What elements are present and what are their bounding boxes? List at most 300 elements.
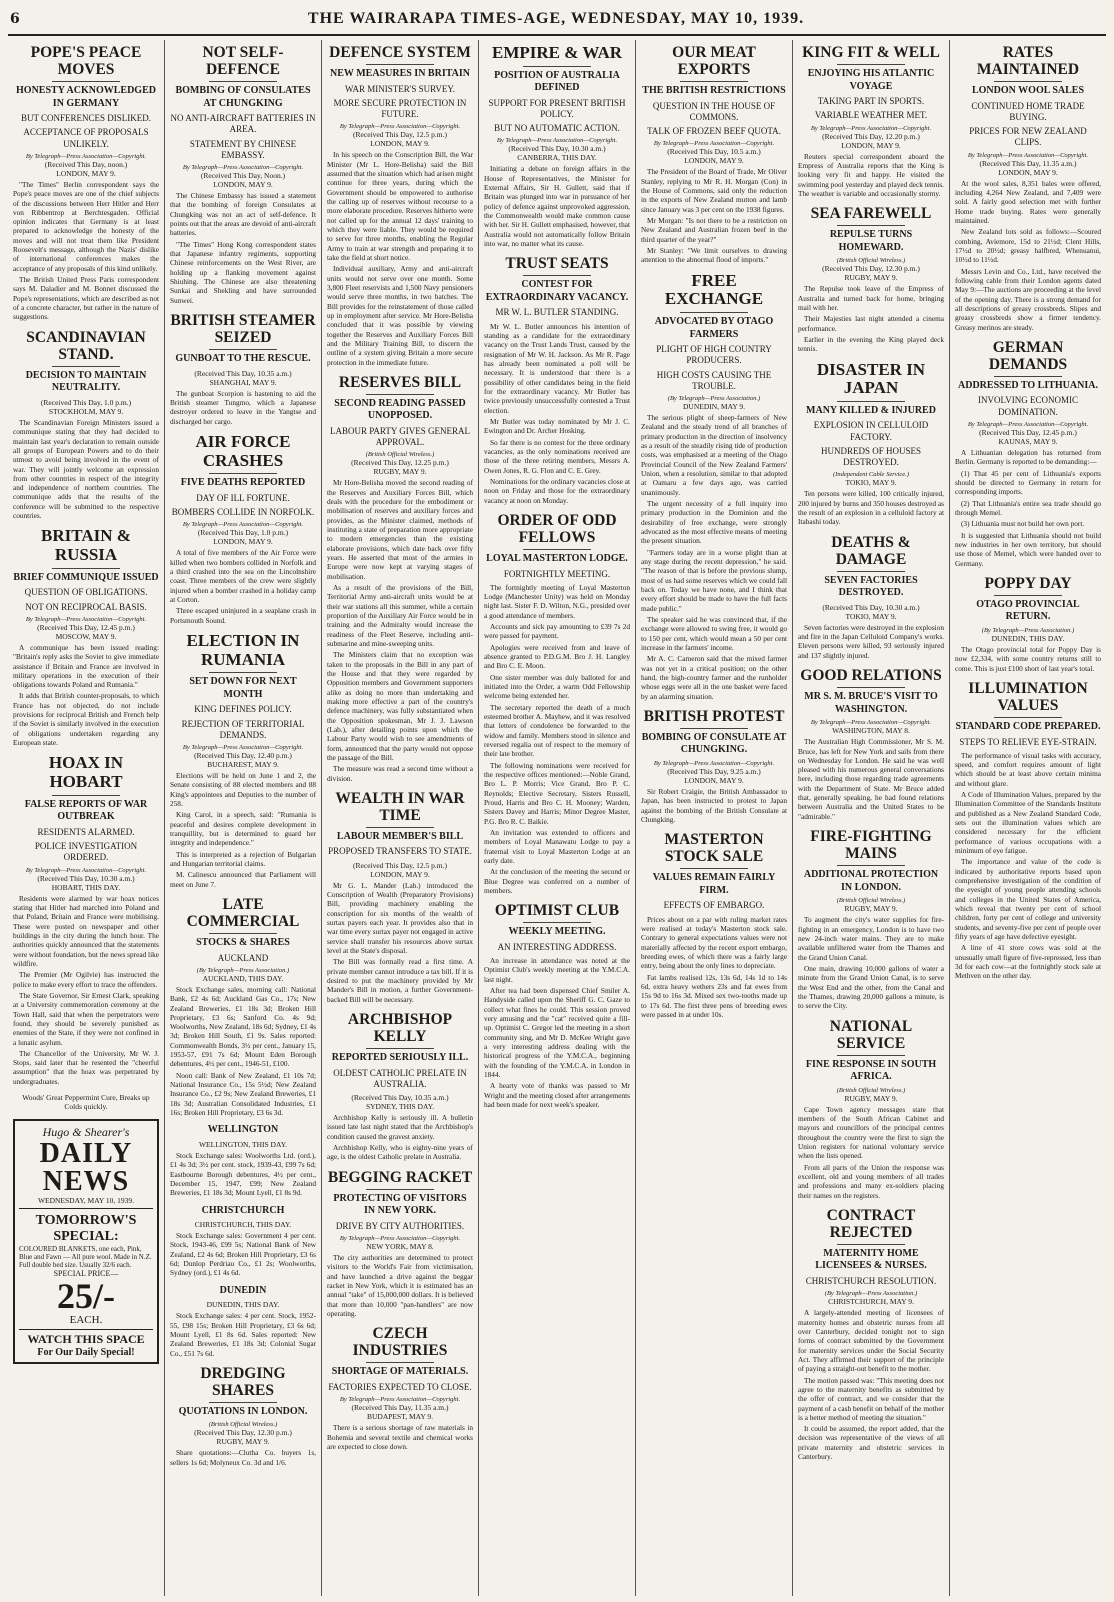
subheadline: EFFECTS OF EMBARGO. — [663, 900, 765, 911]
subheadline: SEVEN FACTORIES DESTROYED. — [824, 574, 918, 599]
headline: BRITISH STEAMER SEIZED — [170, 312, 316, 347]
subheadline: EXPLOSION IN CELLULOID FACTORY. — [813, 420, 929, 442]
paragraph: The fortnightly meeting of Loyal Masterton Lodge (Manchester Unity) was held on Monday night last. Sister F. D. Wilton, N.G., presided over a good attendance of members. — [484, 582, 630, 620]
article-body — [798, 623, 944, 660]
paragraph: King Carol, in a speech, said: "Rumania is peaceful and desires complete development in tranquillity, but is determined to guard her integrity and independence." — [170, 810, 316, 848]
wire-credit: By Telegraph—Press Association—Copyright. — [810, 719, 932, 727]
headline: DISASTER IN JAPAN — [816, 359, 926, 398]
headline: GOOD RELATIONS — [800, 667, 942, 685]
dateline: MOSCOW, MAY 9. — [55, 631, 117, 641]
paragraph: A total of five members of the Air Force were killed when two bombers collided in Norfolk and a third crashed into the sea on the Lincolnshire coast. Three members of the crew were slightly injured when a bomber crashed in a holiday camp at Corton. — [170, 548, 316, 604]
paragraph: At the wool sales, 8,351 bales were offered, including 4,264 New Zealand, and 7,409 were sold. A fairly good selection met with further Home trade buying. Rates were generally maintained. — [955, 178, 1101, 225]
paragraph: The President of the Board of Trade, Mr Oliver Stanley, replying to Mr R. H. Morgan (Con) in the House of Commons, said only the reduction in the exports of New Zealand mutton and lamb since January was 3 per cent on the 1938 figures. — [641, 167, 787, 214]
paragraph: Mr Butler was today nominated by Mr J. C. Ewington and Dr. Archer Hosking. — [484, 416, 630, 436]
article — [955, 575, 1101, 673]
dateline: LONDON, MAY 9. — [370, 869, 430, 879]
article-body — [327, 1423, 473, 1451]
headline-rule — [52, 366, 119, 367]
article — [484, 902, 630, 1109]
paragraph: The Australian High Commissioner, Mr S. M. Bruce, has left for New York and sails from there on Wednesday for London. He said he was well pleased with his numerous general conversations here, including those regarding trade agreements with the Department of State. Mr Bruce added that, generally speaking, he had found relations between Australia and the United States to be "admirable." — [798, 737, 944, 821]
dateline: CHRISTCHURCH, THIS DAY. — [194, 1220, 292, 1230]
article — [170, 1365, 316, 1467]
headline-rule — [209, 933, 276, 934]
paragraph: The Repulse took leave of the Empress of Australia and turned back for home, bringing mail with her. — [798, 284, 944, 312]
article — [13, 754, 159, 1086]
paragraph: Noon call: Bank of New Zealand, £1 10s 7d; National Insurance Co., 15s 5½d; New Zealand Insurance Co., £2 9s; New Zealand Breweries, £1 18s 3d; Australian Consolidated Industries, £1 16s; Broken Hill Proprietary, £3 6s 3d. — [170, 1070, 316, 1118]
received-time: (Received This Day, 12.30 p.m.) — [194, 1428, 292, 1438]
paragraph: As a result of the provisions of the Bill, Territorial Army anti-aircraft units would be at their war stations all this summer, while a certain proportion of the Auxiliary Air Force would be in training and the Admiralty would increase the readiness of the Fleet Reserve, including anti-submarine and mine-sweeping units. — [327, 583, 473, 648]
subheadline: WAR MINISTER'S SURVEY. — [345, 83, 455, 94]
subheadline: OLDEST CATHOLIC PRELATE IN AUSTRALIA. — [333, 1067, 467, 1089]
paragraph: Archbishop Kelly is seriously ill. A bulletin issued late last night stated that the Archbishop's condition caused the gravest anxiety. — [327, 1113, 473, 1141]
subheadline: VALUES REMAIN FAIRLY FIRM. — [652, 872, 776, 896]
paragraph: Stock Exchange sales: Woolworths Ltd. (ord.), £1 4s 3d; 3½ per cent. stock, 1939-43, £99 7s 6d; Eastbourne Borough debentures, 4½ per cent., December 15, 1947, £99; New Zealand Breweries, £1 18s 3d; Mount Lyell, £1 8s 9d. — [170, 1150, 316, 1198]
paragraph: The speaker said he was convinced that, if the exchange were allowed to swing free, it would go to 150 per cent, which would mean a 50 per cent increase in the farmers' income. — [641, 614, 787, 652]
headline-rule — [523, 275, 590, 276]
subheadline: NEW MEASURES IN BRITAIN — [330, 68, 470, 80]
paragraph: Mr A. C. Cameron said that the mixed farmer was not yet in a critical position; on the other hand, the high-country farmer and the runholder whose eggs were all in the one basket were faced by an alarming situation. — [641, 654, 787, 701]
wire-credit: (British Official Wireless.) — [836, 897, 906, 905]
received-time: (Received This Day, 10.30 a.m.) — [37, 873, 135, 883]
paragraph: Stock Exchange sales: 4 per cent. Stock, 1952-55, £98 15s; Broken Hill Proprietary, £3 6s 6d; Mount Lyell, £1 8s 6d. Sales reported: New Zealand Breweries, £1 18s 3d; Colonial Sugar Co., £51 7s 6d. — [170, 1311, 316, 1358]
dateline: RUGBY, MAY 9. — [844, 904, 898, 914]
received-time: (Received This Day, 12.45 p.m.) — [979, 427, 1077, 437]
wire-credit: By Telegraph—Press Association—Copyright. — [339, 1235, 461, 1243]
subheadline: OTAGO PROVINCIAL RETURN. — [976, 598, 1080, 623]
paragraph: Fat lambs realised 12s, 13s 6d, 14s 1d to 14s 6d, extra heavy wethers 23s and fat ewes from 15s 9d to 16s 3d. Mixed sex two-tooths made up to 17s 6d. The first three pens of breeding ewes were passed in at under 10s. — [641, 972, 787, 1019]
wire-credit: (By Telegraph—Press Association.) — [196, 966, 290, 974]
ad-heading: TOMORROW'S SPECIAL: — [35, 1213, 137, 1245]
dateline: CANBERRA, THIS DAY. — [517, 153, 597, 163]
article — [955, 44, 1101, 332]
article — [327, 1169, 473, 1319]
article-body — [13, 418, 159, 521]
article — [798, 361, 944, 527]
article — [170, 1285, 316, 1358]
subheadline: FIVE DEATHS REPORTED — [180, 477, 306, 489]
article — [13, 44, 159, 322]
headline-rule — [837, 225, 904, 226]
subheadline: SET DOWN FOR NEXT MONTH — [189, 676, 297, 700]
headline: WEALTH IN WAR TIME — [335, 789, 465, 824]
paragraph: So far there is no contest for the three ordinary vacancies, as the only nominations received are those of the three retiring members, Messrs A. Owen Jones, R. G. Flon and C. E. Grey. — [484, 437, 630, 475]
headline: EMPIRE & WAR — [491, 43, 623, 62]
subheadline: MANY KILLED & INJURED — [806, 404, 936, 416]
headline-rule — [837, 571, 904, 572]
received-time: (Received This Day, 10.5 a.m.) — [667, 147, 761, 157]
article — [170, 896, 316, 1117]
dateline: DUNEDIN, MAY 9. — [683, 402, 745, 411]
paragraph: The Chinese Embassy has issued a statement that the bombing of foreign Consulates at Chungking was not an act of self-defence. It points out that the areas are devoid of anti-aircraft batteries. — [170, 191, 316, 238]
paragraph: Elections will be held on June 1 and 2, the Senate consisting of 88 elected members and 88 King's appointees and Deputies to the number of 258. — [170, 771, 316, 809]
received-time: (Received This Day, 10.30 a.m.) — [508, 144, 606, 154]
subheadline: KING DEFINES POLICY. — [194, 704, 292, 715]
subheadline: QUOTATIONS IN LONDON. — [178, 1405, 308, 1417]
headline: GERMAN DEMANDS — [988, 338, 1068, 373]
received-time: (Received This Day, 11.35 a.m.) — [351, 1403, 449, 1413]
article — [484, 512, 630, 895]
dateline: LONDON, MAY 9. — [213, 180, 273, 190]
column-6 — [793, 40, 950, 1596]
paragraph: The Bill was formally read a first time. A private member cannot introduce a tax bill. If it is desired to put the machinery provided by Mr Mander's Bill in motion, a further Government-backed Bill will be necessary. — [327, 957, 473, 1004]
received-time: (Received This Day, 12.20 p.m.) — [822, 131, 920, 141]
article-body — [955, 448, 1101, 568]
headline: BEGGING RACKET — [327, 1168, 473, 1186]
dateline: CHRISTCHURCH, MAY 9. — [828, 1297, 914, 1307]
paragraph: The measure was read a second time without a division. — [327, 764, 473, 783]
article-body — [484, 164, 630, 248]
advertisement-note: Woods' Great Peppermint Cure, Breaks up Colds quickly. — [22, 1093, 150, 1112]
subheadline: ACCEPTANCE OF PROPOSALS UNLIKELY. — [23, 127, 149, 149]
headline-rule — [523, 922, 590, 923]
paragraph: It is suggested that Lithuania should not build new industries in her own territory, but should use those of Memel, which were handed over to Germany. — [955, 530, 1101, 568]
headline: OPTIMIST CLUB — [494, 902, 620, 920]
ad-text: COLOURED BLANKETS, one each, Pink, Blue and Fawn — All pure wool. Made in N.Z. Full double bed size. Usually 32/6 each. — [19, 1245, 152, 1270]
subheadline: ADVOCATED BY OTAGO FARMERS — [654, 316, 774, 340]
article-body — [170, 1448, 316, 1467]
dateline: LONDON, MAY 9. — [370, 139, 430, 149]
ad-daily: For Our Daily Special! — [37, 1347, 135, 1359]
article — [327, 1325, 473, 1451]
wire-credit: (By Telegraph—Press Association.) — [981, 626, 1075, 634]
wire-credit: (British Official Wireless.) — [836, 1086, 906, 1094]
headline-rule — [837, 64, 904, 65]
article-body — [641, 413, 787, 701]
headline-rule — [837, 1055, 904, 1056]
paragraph: The Otago provincial total for Poppy Day is now £2,334, with some country returns still to come. This is just £100 short of last year's total. — [955, 644, 1101, 673]
article — [641, 272, 787, 701]
subheadline: RESIDENTS ALARMED. — [37, 826, 135, 837]
article-body — [484, 583, 630, 896]
headline: DEATHS & DAMAGE — [831, 533, 911, 568]
article-body — [955, 179, 1101, 332]
subheadline: PROPOSED TRANSFERS TO STATE. — [328, 846, 472, 857]
article-body — [13, 643, 159, 748]
dateline: RUGBY, MAY 9. — [373, 467, 427, 477]
headline: BRITISH PROTEST — [643, 707, 785, 725]
dateline: LONDON, MAY 9. — [213, 537, 273, 547]
headline: TRUST SEATS — [505, 255, 609, 273]
article-body — [13, 180, 159, 322]
article-body — [327, 1253, 473, 1318]
headline: OUR MEAT EXPORTS — [672, 44, 756, 79]
headline: RESERVES BILL — [338, 373, 462, 391]
paragraph: Mr Hore-Belisha moved the second reading of the Reserves and Auxiliary Forces Bill, which deals with the procedure for the embodiment or mobilisation of reserves and auxiliary forces and provides, as the Minister claimed, methods of instituting a state of preparation more appropriate to modern emergencies than the existing elaborate provisions, which date back over fifty years. He asserted that most of the armies in Europe were now kept at varying stages of mobilisation. — [327, 478, 473, 581]
paragraph: One main, drawing 10,000 gallons of water a minute from the Grand Union Canal, is to serve the West End and the other, from the Canal and the Thames, drawing 20,000 gallons a minute, is to serve the City. — [798, 963, 944, 1011]
subheadline: VARIABLE WEATHER MET. — [814, 110, 928, 121]
received-time: (Received This Day, 10.35 a.m.) — [351, 1093, 449, 1103]
subheadline: MR S. M. BRUCE'S VISIT TO WASHINGTON. — [804, 691, 938, 715]
headline-rule — [366, 64, 433, 65]
paragraph: An increase in attendance was noted at the Optimist Club's weekly meeting at the Y.M.C.A. last night. — [484, 956, 630, 984]
paragraph: Apologies were received from and leave of absence granted to P.D.G.M. Bro J. H. Langley and Bro C. E. Moon. — [484, 642, 630, 671]
article-body — [798, 1105, 944, 1200]
dateline: HOBART, THIS DAY. — [51, 882, 121, 892]
dateline: DUNEDIN, THIS DAY. — [206, 1300, 280, 1310]
article-body — [327, 1113, 473, 1162]
subheadline: PRICES FOR NEW ZEALAND CLIPS. — [969, 126, 1087, 148]
subheadline: WEEKLY MEETING. — [508, 926, 606, 938]
article-body — [170, 1231, 316, 1278]
headline: ILLUMINATION VALUES — [968, 679, 1088, 714]
subheadline: LONDON WOOL SALES — [971, 85, 1085, 97]
paragraph: The importance and value of the code is indicated by authoritative reports based upon comprehensive investigation of the condition of the eyesight of young people attending schools and colleges in the United States of America, which reveal that twenty per cent of school children, forty per cent of college and university students, and seventy-five per cent of people over fifty years of age have defective eyesight. — [955, 857, 1101, 941]
article — [170, 312, 316, 426]
column-4 — [479, 40, 636, 1596]
column-3 — [322, 40, 479, 1596]
subheadline: TALK OF FROZEN BEEF QUOTA. — [647, 126, 781, 137]
paragraph: One sister member was duly balloted for and initiated into the Order, a warm Odd Fellowship welcome being extended her. — [484, 672, 630, 701]
article — [327, 790, 473, 1004]
paragraph: It adds that British counter-proposals, to which France has not objected, do not include provisions for reciprocal British and French help if the Soviet is similarly involved in the execution of obligations undertaken regarding any European state. — [13, 691, 159, 748]
wire-credit: (By Telegraph—Press Association.) — [667, 395, 761, 402]
headline: NOT SELF-DEFENCE — [202, 44, 284, 79]
page-number: 6 — [10, 11, 20, 27]
subheadline: CONTINUED HOME TRADE BUYING. — [971, 100, 1085, 122]
headline-rule — [209, 672, 276, 673]
subheadline: DRIVE BY CITY AUTHORITIES. — [335, 1220, 465, 1231]
subheadline: STATEMENT BY CHINESE EMBASSY. — [189, 138, 297, 160]
dateline: AUCKLAND, THIS DAY. — [202, 973, 284, 983]
subheadline: BUT NO AUTOMATIC ACTION. — [494, 123, 620, 134]
article-body — [798, 915, 944, 1010]
paragraph: Reuters special correspondent aboard the Empress of Australia reports that the King is looking very fit and happy. He visited the swimming pool yesterday and played deck tennis. The weather is variable and occasionally stormy. — [798, 151, 944, 198]
paragraph: Residents were alarmed by war hoax notices stating that Hitler had marched into Poland and that Poland, Britain and France were mobilising. These were posted on newspaper and other buildings in the city during the lunch hour. The authorities quickly announced that the statements were without foundation, but the news spread like wildfire. — [13, 893, 159, 968]
article-body — [13, 894, 159, 1087]
paragraph: Initiating a debate on foreign affairs in the House of Representatives, the Minister for External Affairs, Sir H. Gullett, said that if Britain was plunged into war in pursuance of her policy of defence against unprovoked aggression, the Commonwealth would make common cause with her. Sir H. Gullett emphasised, however, that Australia would not automatically follow Britain into war, no matter what its cause. — [484, 164, 630, 249]
paragraph: There is a serious shortage of raw materials in Bohemia and several textile and chemical works are expected to close down. — [327, 1423, 473, 1451]
received-time: (Received This Day, 9.25 a.m.) — [667, 766, 761, 776]
subheadline: MATERNITY HOME LICENSEES & NURSES. — [815, 1247, 927, 1272]
paragraph: The Chancellor of the University, Mr W. J. Stops, said later that he resented the "cheerful assumption" that the hoax was perpetrated by undergraduates. — [13, 1048, 159, 1086]
article-body — [484, 322, 630, 505]
paragraph: This is interpreted as a rejection of Bulgarian and Hungarian territorial claims. — [170, 849, 316, 869]
wire-credit: By Telegraph—Press Association—Copyright. — [182, 521, 304, 529]
headline: CZECH INDUSTRIES — [352, 1325, 448, 1360]
article — [641, 708, 787, 824]
wire-credit: By Telegraph—Press Association—Copyright. — [653, 759, 775, 767]
paragraph: At the conclusion of the meeting the second or Blue Degree was conferred on a number of members. — [484, 867, 630, 895]
subheadline: SECOND READING PASSED UNOPPOSED. — [334, 397, 466, 422]
paragraph: The British United Press Paris correspondent says M. Daladier and M. Bonnet discussed the Pope's representations, which are described as not of a concrete character, but rather in the nature of suggestions. — [13, 275, 159, 322]
received-time: (Received This Day, 1.0 p.m.) — [197, 528, 289, 538]
article — [798, 1207, 944, 1462]
headline: ARCHBISHOP KELLY — [347, 1011, 453, 1046]
column-5 — [636, 40, 793, 1596]
subheadline: PROTECTING OF VISITORS IN NEW YORK. — [333, 1192, 467, 1217]
paragraph: M. Calinescu announced that Parliament will meet on June 7. — [170, 870, 316, 889]
article — [955, 680, 1101, 981]
paragraph: New Zealand lots sold as follows:—Scoured combing, Aviemore, 15d to 21½d; Clent Hills, 17½d to 20½d; greasy halfbred, Whenuanui, 10½d to 11½d. — [955, 227, 1101, 265]
article-body — [327, 478, 473, 783]
article — [955, 339, 1101, 568]
ad-special: SPECIAL PRICE— — [53, 1269, 119, 1279]
subheadline: BRIEF COMMUNIQUE ISSUED — [13, 571, 159, 583]
headline: DEFENCE SYSTEM — [329, 44, 471, 61]
subheadline: TAKING PART IN SPORTS. — [817, 96, 925, 107]
subheadline: REPORTED SERIOUSLY ILL. — [331, 1052, 469, 1064]
dateline: RUGBY, MAY 9. — [844, 273, 898, 283]
subheadline: QUESTION IN THE HOUSE OF COMMONS. — [652, 100, 776, 122]
article-body — [170, 389, 316, 426]
article — [13, 329, 159, 521]
dateline: WELLINGTON, THIS DAY. — [198, 1139, 288, 1149]
article — [170, 433, 316, 625]
ad-watch: WATCH THIS SPACE — [19, 1329, 153, 1347]
paragraph: Ten persons were killed, 100 critically injured, 200 injured by burns and 350 houses destroyed as the result of an explosion in a celluloid factory at Itabashi today. — [798, 489, 944, 527]
paragraph: To augment the city's water supplies for fire-fighting in an emergency, London is to have two new 24-inch water mains. They are to make available unfiltered water from the Thames and the Grand Union Canal. — [798, 915, 944, 962]
article — [170, 1205, 316, 1278]
dateline: TOKIO, MAY 9. — [845, 478, 897, 488]
article-body — [641, 787, 787, 824]
subheadline: FACTORIES EXPECTED TO CLOSE. — [328, 1381, 472, 1392]
wire-credit: By Telegraph—Press Association—Copyright. — [25, 152, 147, 160]
paragraph: Cape Town agency messages state that members of the South African Cabinet and mayors and councillors of the principal centres throughout the country were the first to sign the Union registers for national voluntary service when the lists opened. — [798, 1104, 944, 1161]
wire-credit: By Telegraph—Press Association—Copyright. — [810, 124, 932, 132]
paragraph: The following nominations were received for the respective offices mentioned:—Noble Grand, Bro L. P. Morris; Vice Grand, Bro P. C. Reynolds; Elective Secretary, Sisters Russell, Proud, Harris and Bro C. H. Mooney; Warden, Sisters Davey and Harris; Minor Degree Master, P.G. Bro R. C. Baikie. — [484, 760, 630, 826]
paragraph: It could be assumed, the report added, that the decision was representative of the views of all private maternity and obstetric services in Canterbury. — [798, 1424, 944, 1462]
ad-price: 25/- — [57, 1276, 115, 1317]
article-body — [170, 1151, 316, 1198]
paragraph: The motion passed was: "This meeting does not agree to the maternity benefits as submitted by the offer of contract, and we consider that the payment of a cash benefit on behalf of the mother is a better method of meeting the situation." — [798, 1375, 944, 1422]
headline-rule — [523, 66, 590, 67]
paragraph: The city authorities are determined to protect visitors to the World's Fair from victimisation, and have launched a drive against the beggar racket in New York, which it is estimated has an annual "take" of 15,000,000 dollars. It is believed that more than 10,000 "pan-handlers" are now operating. — [327, 1253, 473, 1318]
paragraph: Mr Morgan: "Is not there to be a restriction on New Zealand and Australian frozen beef in the third quarter of the year?" — [641, 215, 787, 244]
masthead — [8, 6, 1106, 36]
wire-credit: (British Official Wireless.) — [208, 1421, 278, 1429]
subheadline: HONESTY ACKNOWLEDGED IN GERMANY — [16, 85, 156, 109]
headline: POPPY DAY — [984, 574, 1072, 592]
received-time: (Received This Day, Noon.) — [200, 171, 286, 181]
headline: KING FIT & WELL — [802, 44, 940, 61]
article-body — [327, 881, 473, 1004]
paragraph: Mr Stanley: "We limit ourselves to drawing attention to the abnormal flood of imports." — [641, 245, 787, 265]
dateline: TOKIO, MAY 9. — [845, 611, 897, 621]
headline-rule — [366, 1189, 433, 1190]
article — [170, 632, 316, 889]
article — [798, 667, 944, 821]
subheadline: THE BRITISH RESTRICTIONS — [642, 85, 786, 97]
headline: MASTERTON STOCK SALE — [664, 831, 764, 866]
headline: POPE'S PEACE MOVES — [30, 44, 142, 79]
headline-rule — [52, 81, 119, 82]
subheadline: STANDARD CODE PREPARED. — [955, 721, 1101, 732]
subheadline: CONTEST FOR EXTRAORDINARY VACANCY. — [485, 279, 629, 303]
ad-name: Hugo & Shearer's — [42, 1125, 130, 1140]
headline-rule — [209, 81, 276, 82]
dateline: WASHINGTON, MAY 8. — [832, 726, 910, 736]
subheadline: MR W. L. BUTLER STANDING. — [495, 307, 619, 318]
article — [13, 527, 159, 747]
received-time: (Received This Day, 12.25 p.m.) — [351, 458, 449, 468]
article-body — [327, 150, 473, 367]
subheadline: POLICE INVESTIGATION ORDERED. — [34, 841, 138, 863]
wire-credit: By Telegraph—Press Association—Copyright. — [339, 123, 461, 131]
wire-credit: By Telegraph—Press Association—Copyright. — [496, 137, 618, 145]
daily-news-advertisement — [13, 1119, 159, 1364]
headline: BRITAIN & RUSSIA — [41, 526, 131, 565]
article-body — [641, 167, 787, 264]
paragraph: Three escaped uninjured in a seaplane crash in Portsmouth Sound. — [170, 606, 316, 625]
paragraph: Messrs Levin and Co., Ltd., have received the following cable from their London agents dated May 9:—The auctions are proceeding at the level of the opening day. There is a strong demand for all descriptions of greasy crossbreds. Slipes and greasy crossbreds show a firmer tendency. Greasy merinos are steady. — [955, 266, 1101, 332]
subheadline: WELLINGTON — [207, 1124, 279, 1136]
paragraph: Sir Robert Craigie, the British Ambassador to Japan, has been instructed to protest to Japan against the bombing of the British Consulate at Chungking. — [641, 786, 787, 824]
article-body — [798, 489, 944, 526]
paragraph: "The Times" Berlin correspondent says the Pope's peace moves are one of the chief subjects of the discussions between Herr Hitler and Herr von Ribbentrop at Berchtesgaden. Official opinion indicates that Germany is at least prepared to acknowledge the honesty of the moves and will not treat them like President Roosevelt's message, although the Nazis' dislike of international conferences makes the acceptance of any proposals of this kind unlikely. — [13, 179, 159, 273]
paragraph: In his speech on the Conscription Bill, the War Minister (Mr L. Hore-Belisha) said the Bill assumed that the situation which had arisen might continue for three years, during which the Government should be empowered to authorise the calling up of reserves without recourse to a more elaborate procedure. Reserves hitherto were not called up for the annual 12 days' training to which they were liable. They would be required to serve for three months, enabling the Regular Army to train at war strength and preparing it to take the field at short notice. — [327, 150, 473, 262]
subheadline: BOMBING OF CONSULATES AT CHUNGKING — [175, 85, 311, 109]
paragraph: The Scandinavian Foreign Ministers issued a communique stating that they had decided to maintain last year's declaration to remain outside all groups of European Powers and to do their utmost to avoid being involved in the event of war. They will jointly welcome an expression from other countries in respect of the integrity and independence of northern countries. The communique adds that the results of the conference will be submitted to the respective countries. — [13, 417, 159, 521]
paragraph: The performance of visual tasks with accuracy, speed, and comfort requires amount of light which should be at least above certain minima and without glare. — [955, 750, 1101, 788]
newspaper-title: THE WAIRARAPA TIMES-AGE, WEDNESDAY, MAY 10, 1939. — [307, 10, 805, 27]
paragraph: The State Governor, Sir Ernest Clark, speaking at a University commemoration ceremony at the Town Hall, said that when the perpetrators were found, they should be severely punished as enemies of the State, if they were not confined in a lunatic asylum. — [13, 990, 159, 1047]
dateline: LONDON, MAY 9. — [684, 156, 744, 166]
headline-rule — [209, 473, 276, 474]
paragraph: The gunboat Scorpion is hastening to aid the British steamer Tungmo, which a Japanese destroyer ordered to leave in the Yangtse and discharged her cargo. — [170, 388, 316, 426]
paragraph: Stock Exchange sales: Government 4 per cent. Stock, 1943-46, £99 5s; National Bank of New Zealand, £2 4s 6d; Broken Hill Proprietary, £3 6s 6d; Dunlop Perdriau Co., £1 2s; Woolworths, Sydney (ord.), £1 4s 6d. — [170, 1231, 316, 1278]
headline-rule — [837, 401, 904, 402]
ad-date: WEDNESDAY, MAY 10, 1939. — [19, 1196, 153, 1209]
received-time: (Received This Day, 10.30 a.m.) — [822, 602, 920, 612]
subheadline: QUESTION OF OBLIGATIONS. — [24, 587, 148, 598]
subheadline: ENJOYING HIS ATLANTIC VOYAGE — [807, 68, 935, 92]
article-body — [641, 915, 787, 1020]
paragraph: Earlier in the evening the King played deck tennis. — [798, 334, 944, 354]
headline: LATE COMMERCIAL — [186, 896, 300, 931]
received-time: (Received This Day, noon.) — [44, 159, 128, 169]
paragraph: (1) That 45 per cent of Lithuania's exports should be directed to Germany in return for corresponding imports. — [955, 468, 1101, 497]
subheadline: AUCKLAND — [217, 952, 269, 963]
paragraph: Nominations for the ordinary vacancies close at noon on Friday and those for the extraordinary vacancy at noon on Monday. — [484, 476, 630, 505]
wire-credit: By Telegraph—Press Association—Copyright. — [182, 744, 304, 752]
dateline: NEW YORK, MAY 8. — [366, 1242, 434, 1252]
subheadline: DUNEDIN — [219, 1284, 267, 1296]
wire-credit: By Telegraph—Press Association—Copyright. — [25, 866, 147, 874]
wire-credit: By Telegraph—Press Association—Copyright. — [25, 615, 147, 623]
subheadline: POSITION OF AUSTRALIA DEFINED — [494, 69, 620, 94]
subheadline: REJECTION OF TERRITORIAL DEMANDS. — [181, 718, 305, 740]
dateline: RUGBY, MAY 9. — [844, 1093, 898, 1103]
received-time: (Received This Day, 12.40 p.m.) — [194, 751, 292, 761]
subheadline: BUT CONFERENCES DISLIKED. — [20, 113, 152, 124]
wire-credit: By Telegraph—Press Association—Copyright. — [653, 140, 775, 148]
paragraph: A Code of Illumination Values, prepared by the Illumination Committee of the Standards Institute and published as a New Zealand Standard Code, sets out the illumination values which are considered necessary for the efficient performance of various occupations with a minimum of eye fatigue. — [955, 790, 1101, 856]
headline: SCANDINAVIAN STAND. — [26, 328, 146, 363]
headline: RATES MAINTAINED — [976, 44, 1080, 79]
received-time: (Received This Day, 10.35 a.m.) — [194, 368, 292, 378]
headline-rule — [52, 568, 119, 569]
subheadline: FINE RESPONSE IN SOUTH AFRICA. — [805, 1058, 937, 1083]
headline: SEA FAREWELL — [810, 205, 932, 223]
paragraph: (3) Lithuania must not build her own port. — [961, 519, 1085, 529]
article — [327, 44, 473, 367]
headline-rule — [680, 81, 747, 82]
headline: AIR FORCE CRASHES — [195, 431, 291, 470]
headline-rule — [994, 717, 1061, 718]
subheadline: STEPS TO RELIEVE EYE-STRAIN. — [959, 736, 1097, 747]
dateline: DUNEDIN, THIS DAY. — [991, 633, 1065, 643]
article-body — [798, 152, 944, 199]
article — [170, 1124, 316, 1197]
dateline: LONDON, MAY 9. — [684, 775, 744, 785]
subheadline: NOT ON RECIPROCAL BASIS. — [25, 601, 147, 612]
article — [327, 374, 473, 783]
dateline: BUCHAREST, MAY 9. — [207, 760, 279, 770]
subheadline: LABOUR MEMBER'S BILL — [336, 830, 464, 842]
paragraph: A hearty vote of thanks was passed to Mr Wright and the meeting closed after arrangements had been made for next week's speaker. — [484, 1081, 630, 1109]
received-time: (Received This Day, 12.5 p.m.) — [353, 860, 447, 870]
paragraph: Share quotations:—Clutha Co. buyers 1s, sellers 1s 6d; Molyneux Co. 3d and 1/6. — [170, 1448, 316, 1467]
